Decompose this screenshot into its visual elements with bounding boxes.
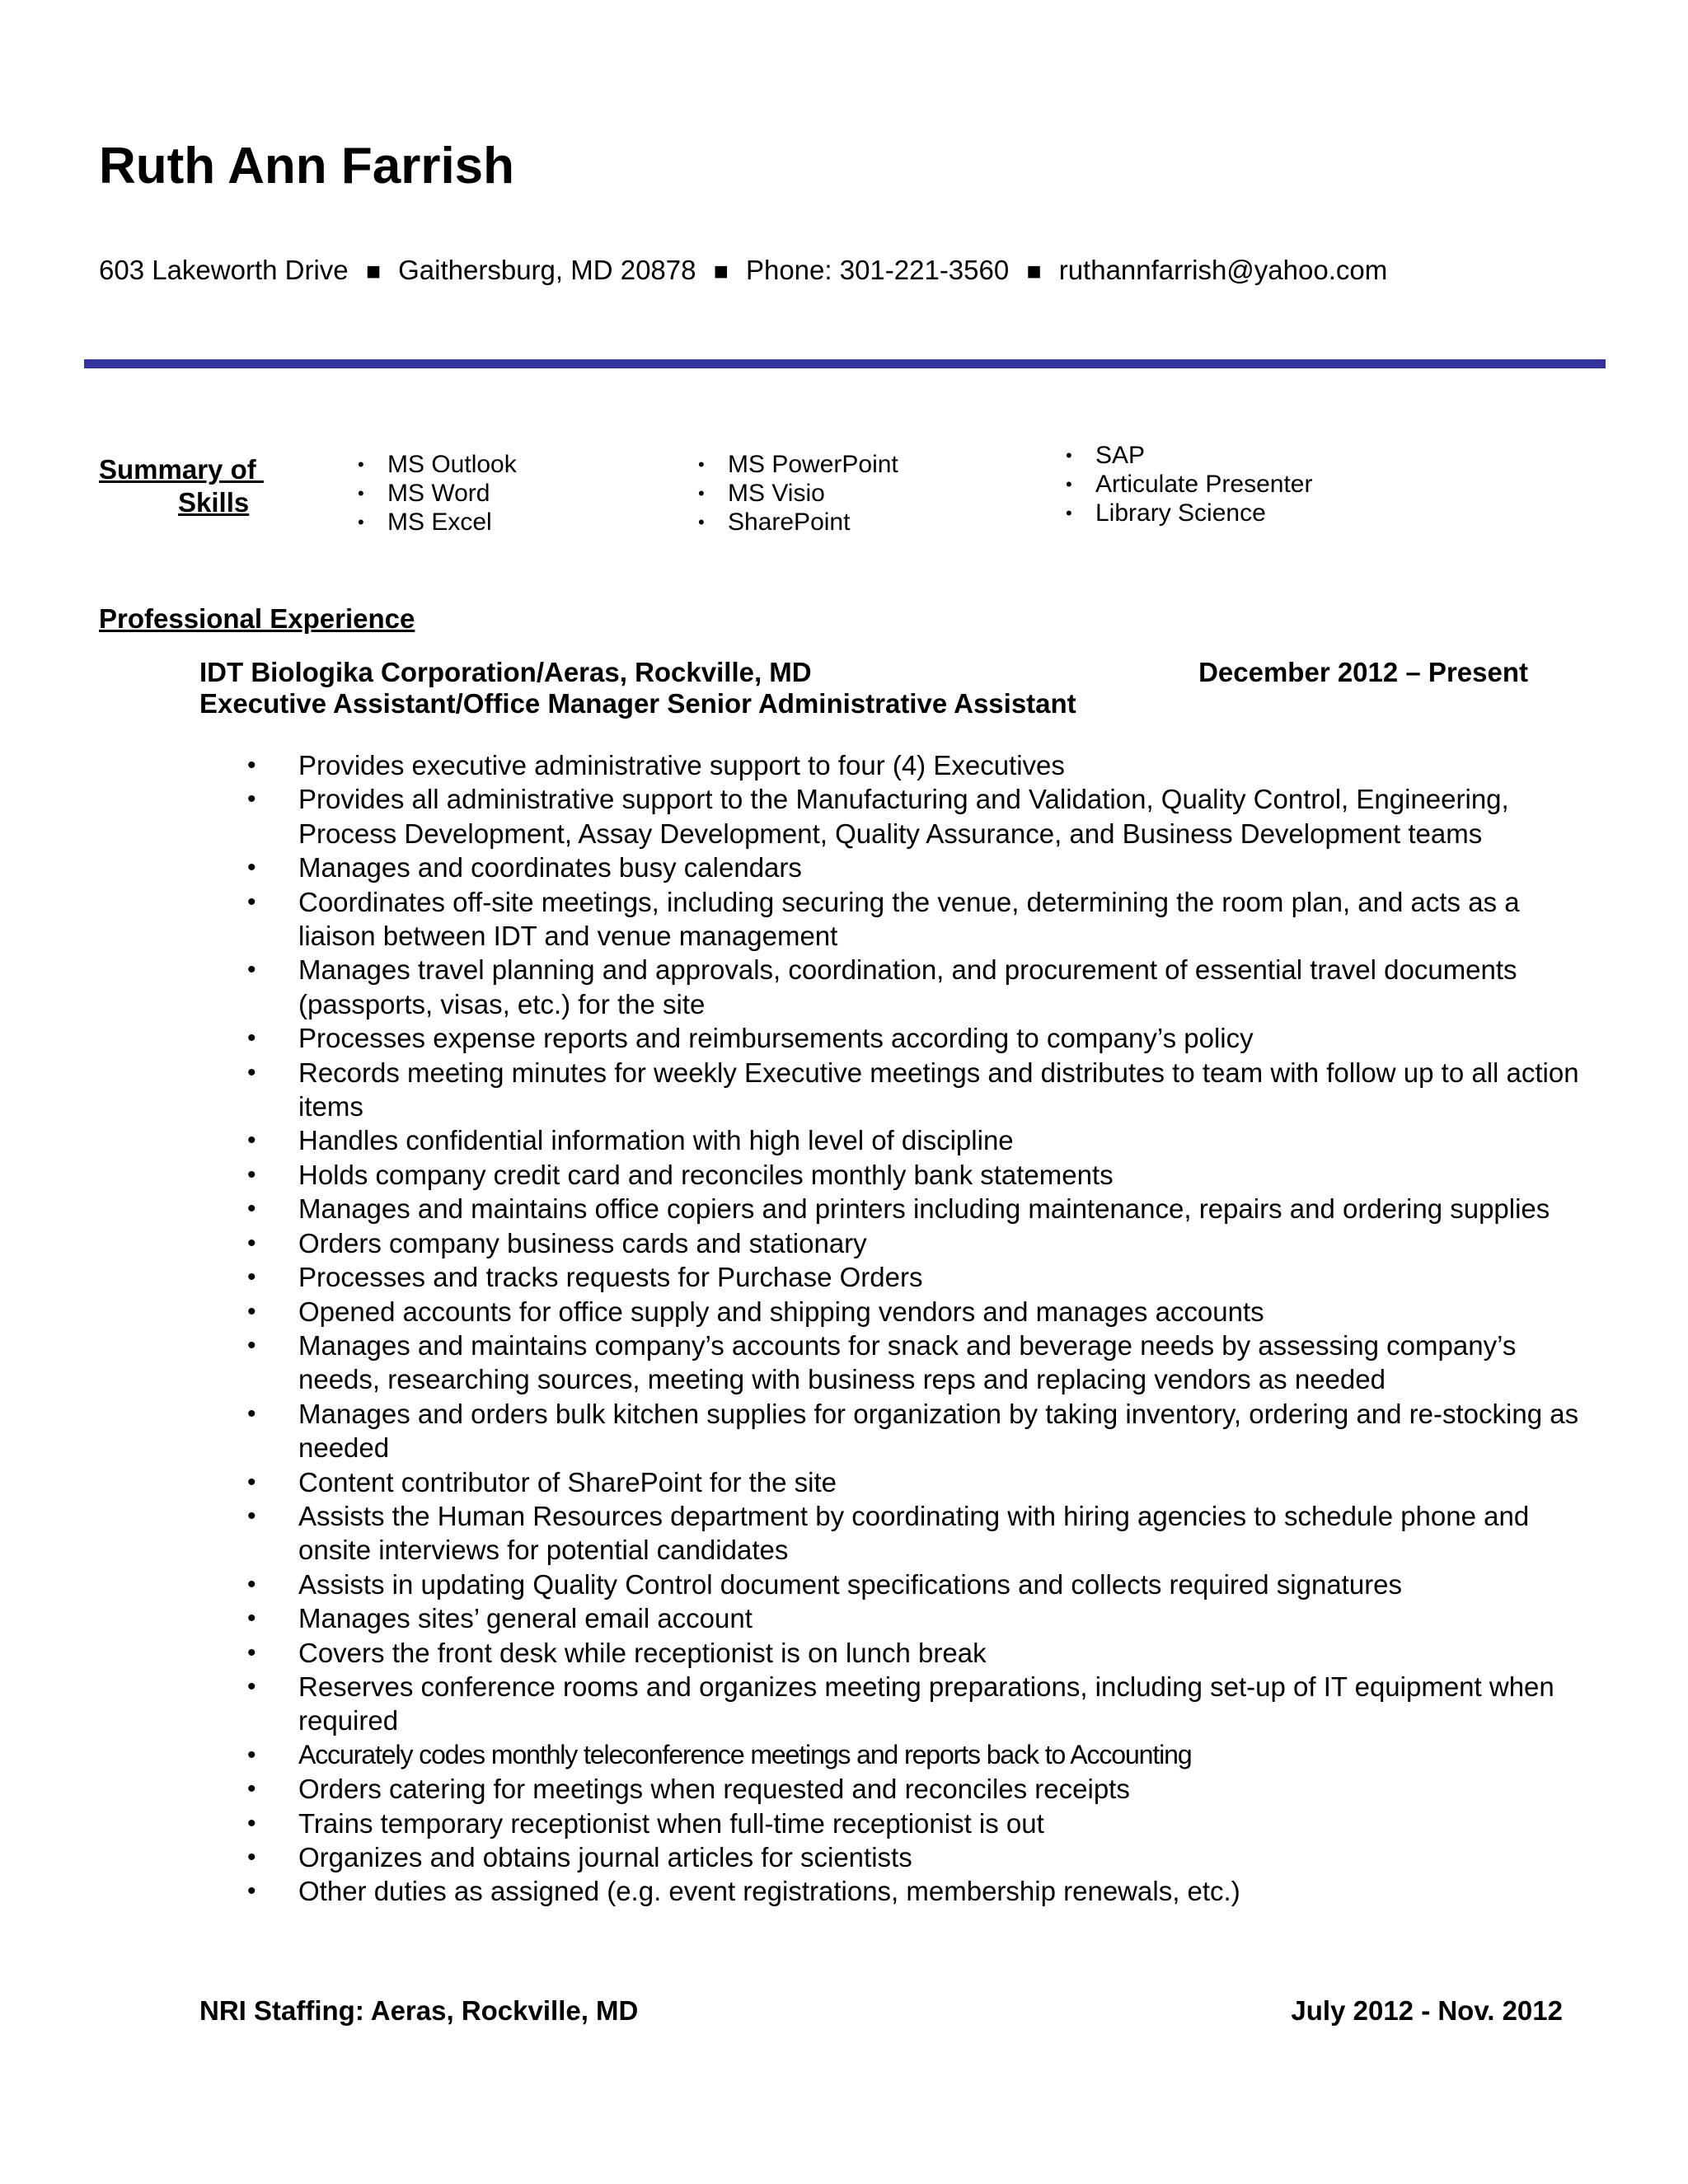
bullet-icon: • (247, 1468, 256, 1496)
duty-item (247, 1329, 1592, 1397)
duty-text: Content contributor of SharePoint for the site (298, 1466, 837, 1497)
skills-heading-line1: Summary of (99, 454, 264, 485)
skill-label: MS PowerPoint (728, 451, 898, 478)
duty-text: Orders catering for meetings when requested and reconciles receipts (298, 1774, 1130, 1805)
bullet-icon: • (247, 1741, 256, 1769)
separator-square-icon: ■ (713, 258, 729, 285)
duty-text: Covers the front desk while receptionist is on lunch break (298, 1637, 987, 1668)
duty-item (247, 782, 1592, 851)
duty-item (247, 1874, 1592, 1908)
bullet-icon: • (1066, 474, 1072, 494)
job-dates: December 2012 – Present (1198, 657, 1528, 687)
bullet-icon: • (247, 1058, 256, 1086)
duty-item (247, 1738, 1592, 1772)
skill-item (698, 450, 898, 479)
duty-item (247, 1021, 1592, 1055)
skills-column-2 (698, 450, 898, 537)
skill-label: Library Science (1095, 499, 1266, 527)
duty-text: Assists the Human Resources department by coordinating with hiring agencies to schedule phone and onsite interviews for potential candidates (298, 1500, 1530, 1566)
skill-item (698, 508, 898, 537)
duty-text: Accurately codes monthly teleconference meetings and reports back to Accounting (298, 1739, 1192, 1769)
bullet-icon: • (247, 1605, 256, 1633)
separator-square-icon: ■ (365, 258, 381, 285)
skills-heading-line2: Skills (178, 487, 250, 518)
contact-address: 603 Lakeworth Drive (99, 255, 349, 285)
bullet-icon: • (247, 1570, 256, 1598)
skill-label: MS Outlook (387, 451, 517, 478)
bullet-icon: • (247, 1127, 256, 1155)
job-company: IDT Biologika Corporation/Aeras, Rockville, MD (199, 657, 812, 687)
skill-label: MS Word (387, 480, 490, 507)
contact-email: ruthannfarrish@yahoo.com (1058, 255, 1388, 285)
bullet-icon: • (247, 1638, 256, 1666)
skill-item (358, 508, 517, 537)
duty-item (247, 953, 1592, 1021)
duty-item (247, 1601, 1592, 1635)
bullet-icon: • (1066, 445, 1072, 466)
duty-item (247, 851, 1592, 884)
duty-item (247, 1807, 1592, 1840)
job-title: Executive Assistant/Office Manager Senior Administrative Assistant (199, 688, 1076, 719)
duty-text: Orders company business cards and stationary (298, 1227, 867, 1258)
contact-line (99, 251, 1387, 292)
bullet-icon: • (247, 1672, 256, 1700)
skill-item (698, 479, 898, 508)
duty-text: Manages and maintains office copiers and printers including maintenance, repairs and ordering supplies (298, 1193, 1550, 1225)
duty-text: Handles confidential information with high level of discipline (298, 1125, 1014, 1156)
bullet-icon: • (247, 1809, 256, 1837)
bullet-icon: • (1066, 503, 1072, 523)
bullet-icon: • (247, 1331, 256, 1359)
duty-text: Assists in updating Quality Control document specifications and collects required signatures (298, 1568, 1403, 1600)
bullet-icon: • (247, 1263, 256, 1291)
duty-item (247, 1465, 1592, 1499)
bullet-icon: • (247, 854, 256, 882)
skill-label: Articulate Presenter (1095, 471, 1313, 498)
bullet-icon: • (247, 1399, 256, 1427)
duty-item (247, 1840, 1592, 1874)
duty-text: Organizes and obtains journal articles for scientists (298, 1842, 912, 1872)
duty-text: Holds company credit card and reconciles monthly bank statements (298, 1159, 1114, 1190)
skill-label: SharePoint (728, 509, 851, 536)
duty-text: Provides executive administrative support to four (4) Executives (298, 750, 1065, 780)
duty-text: Manages travel planning and approvals, coordination, and procurement of essential travel documents (passports, visas, etc.) for the site (298, 954, 1517, 1019)
job-dates: July 2012 - Nov. 2012 (1291, 1995, 1563, 2026)
bullet-icon: • (698, 512, 705, 532)
duty-text: Opened accounts for office supply and shipping vendors and manages accounts (298, 1296, 1264, 1327)
bullet-icon: • (247, 1024, 256, 1052)
bullet-icon: • (247, 752, 256, 779)
skills-column-3 (1066, 441, 1313, 527)
duty-text: Reserves conference rooms and organizes meeting preparations, including set-up of IT equipment when required (298, 1671, 1554, 1736)
duty-text: Manages sites’ general email account (298, 1603, 753, 1634)
duty-item (247, 748, 1592, 782)
bullet-icon: • (698, 454, 705, 475)
header-divider (84, 359, 1606, 368)
duty-item (247, 1636, 1592, 1670)
duty-text: Trains temporary receptionist when full-time receptionist is out (298, 1807, 1044, 1839)
experience-heading: Professional Experience (99, 603, 415, 634)
duty-text: Manages and orders bulk kitchen supplies for organization by taking inventory, ordering and re-stocking as needed (298, 1398, 1579, 1464)
bullet-icon: • (358, 454, 364, 475)
duty-text: Processes expense reports and reimbursements according to company’s policy (298, 1023, 1254, 1054)
duty-item (247, 1670, 1592, 1738)
duty-item (247, 1226, 1592, 1260)
contact-phone: Phone: 301-221-3560 (745, 255, 1010, 285)
candidate-name: Ruth Ann Farrish (99, 138, 515, 194)
bullet-icon: • (247, 1229, 256, 1257)
duty-item (247, 1260, 1592, 1294)
job-company: NRI Staffing: Aeras, Rockville, MD (199, 1995, 639, 2026)
duty-item (247, 1397, 1592, 1465)
skill-item (1066, 499, 1312, 527)
bullet-icon: • (358, 512, 364, 532)
duty-text: Coordinates off-site meetings, including securing the venue, determining the room plan, and acts as a liaison between IDT and venue management (298, 886, 1520, 952)
duty-text: Records meeting minutes for weekly Executive meetings and distributes to team with follow up to all action items (298, 1057, 1579, 1122)
duty-item (247, 1772, 1592, 1806)
duty-item (247, 1123, 1592, 1157)
job-duties-list (247, 748, 1592, 1909)
duty-text: Processes and tracks requests for Purchase Orders (298, 1262, 923, 1293)
contact-city: Gaithersburg, MD 20878 (398, 255, 696, 285)
duty-text: Manages and maintains company’s accounts for snack and beverage needs by assessing company’s needs, researching sources, meeting with business reps and replacing vendors as needed (298, 1329, 1517, 1395)
duty-item (247, 1295, 1592, 1329)
duty-item (247, 1192, 1592, 1226)
skill-item (1066, 470, 1313, 499)
skills-heading (99, 453, 280, 519)
bullet-icon: • (358, 483, 364, 504)
duty-item (247, 1158, 1592, 1192)
bullet-icon: • (247, 1775, 256, 1803)
bullet-icon: • (247, 1297, 256, 1325)
skill-label: MS Visio (728, 480, 825, 507)
bullet-icon: • (247, 785, 256, 813)
duty-item (247, 1568, 1592, 1601)
bullet-icon: • (247, 888, 256, 916)
duty-text: Manages and coordinates busy calendars (298, 852, 802, 883)
duty-item (247, 885, 1592, 954)
skill-label: SAP (1095, 442, 1146, 469)
duty-text: Provides all administrative support to the Manufacturing and Validation, Quality Control, Engineering, Process Development, Assay Development, Quality Assurance, and Business Development teams (298, 784, 1509, 849)
bullet-icon: • (247, 1502, 256, 1530)
bullet-icon: • (698, 483, 705, 504)
duty-text: Other duties as assigned (e.g. event registrations, membership renewals, etc.) (298, 1876, 1240, 1907)
skill-item (358, 450, 517, 479)
bullet-icon: • (247, 1160, 256, 1188)
skill-label: MS Excel (387, 509, 492, 536)
bullet-icon: • (247, 1844, 256, 1871)
skills-column-1 (358, 450, 517, 537)
duty-item (247, 1056, 1592, 1124)
duty-item (247, 1499, 1592, 1568)
bullet-icon: • (247, 1877, 256, 1905)
skill-item (358, 479, 517, 508)
bullet-icon: • (247, 956, 256, 984)
bullet-icon: • (247, 1195, 256, 1223)
separator-square-icon: ■ (1026, 258, 1042, 285)
skill-item (1066, 441, 1312, 470)
